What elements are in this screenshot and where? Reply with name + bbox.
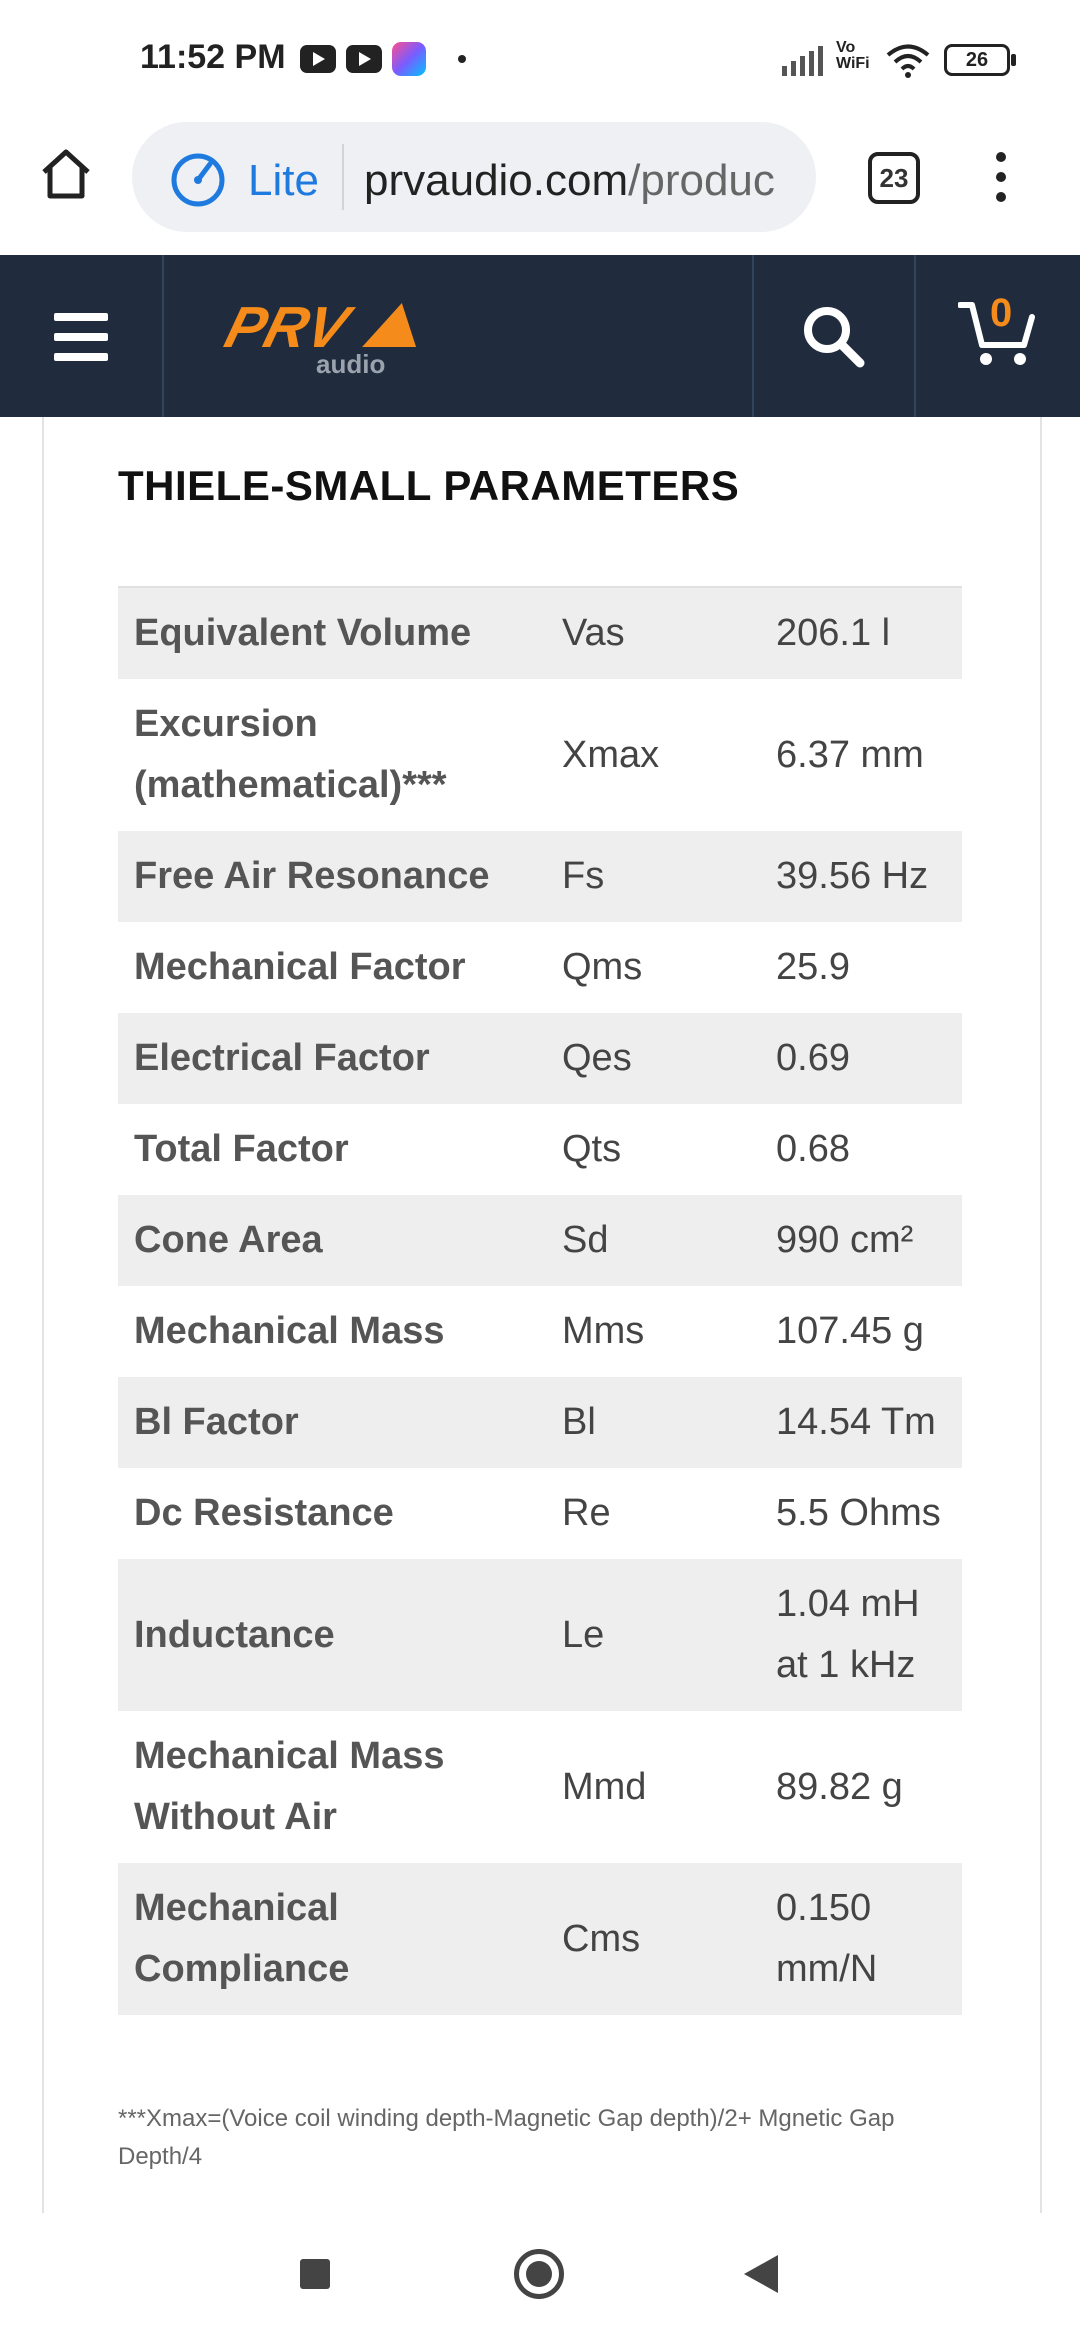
parameter-name: Mechanical Mass — [134, 1310, 445, 1352]
table-row — [118, 1013, 962, 1104]
table-row — [118, 679, 962, 831]
parameter-value: 89.82 g — [776, 1765, 903, 1808]
status-bar — [0, 0, 1080, 120]
parameter-symbol: Qms — [562, 946, 643, 988]
parameter-name: Mechanical Compliance — [118, 1863, 540, 2015]
wifi-icon — [886, 44, 930, 78]
search-icon[interactable] — [800, 303, 866, 369]
parameter-name: Excursion (mathematical)*** — [134, 703, 447, 806]
parameter-value: 107.45 g — [776, 1310, 924, 1352]
vowifi-icon: Vo WiFi — [836, 39, 870, 72]
parameter-value: 1.04 mH at 1 kHz — [758, 1559, 962, 1711]
parameter-value: 6.37 mm — [776, 733, 924, 776]
table-row — [118, 1286, 962, 1377]
site-header — [0, 255, 1080, 417]
parameter-symbol: Xmax — [562, 733, 660, 776]
parameter-value: 0.68 — [776, 1128, 850, 1170]
parameter-value: 14.54 Tm — [758, 1377, 962, 1468]
lite-mode-icon — [170, 152, 226, 208]
parameter-name: Mechanical Factor — [134, 946, 466, 988]
table-row — [118, 1468, 962, 1559]
parameter-name: Bl Factor — [118, 1377, 540, 1468]
table-row — [118, 1711, 962, 1863]
parameter-symbol: Le — [540, 1559, 758, 1711]
parameter-symbol: Bl — [540, 1377, 758, 1468]
parameter-value: 990 cm² — [758, 1195, 962, 1286]
parameter-symbol: Vas — [540, 587, 758, 679]
tab-switcher-button[interactable]: 23 — [868, 152, 920, 204]
table-row — [118, 1104, 962, 1195]
parameter-name: Electrical Factor — [118, 1013, 540, 1104]
parameter-symbol: Re — [562, 1492, 611, 1534]
parameter-symbol: Cms — [540, 1863, 758, 2015]
header-divider — [914, 255, 916, 417]
parameter-symbol: Qes — [540, 1013, 758, 1104]
parameter-name: Inductance — [118, 1559, 540, 1711]
youtube-icon — [300, 45, 336, 73]
parameter-symbol: Mms — [562, 1310, 645, 1352]
address-divider — [342, 144, 344, 210]
parameter-value: 25.9 — [776, 946, 850, 988]
parameter-name: Dc Resistance — [134, 1492, 394, 1534]
home-circle-icon[interactable] — [514, 2249, 564, 2299]
lite-mode-label: Lite — [248, 156, 319, 205]
table-row — [118, 831, 962, 922]
parameter-value: 5.5 Ohms — [776, 1492, 941, 1534]
parameter-symbol: Mmd — [562, 1765, 647, 1808]
parameter-symbol: Sd — [540, 1195, 758, 1286]
table-row — [118, 1195, 962, 1286]
back-icon[interactable] — [744, 2255, 778, 2293]
url-text[interactable]: prvaudio.com/produc — [364, 156, 775, 205]
parameter-value: 206.1 l — [758, 587, 962, 679]
table-row — [118, 1863, 962, 2015]
parameter-name: Equivalent Volume — [118, 587, 540, 679]
battery-icon: 26 — [944, 44, 1010, 76]
parameter-name: Total Factor — [134, 1128, 349, 1170]
parameter-name: Mechanical Mass Without Air — [134, 1735, 445, 1838]
notification-icons — [300, 42, 466, 76]
table-row — [118, 587, 962, 679]
cart-count-badge[interactable]: 0 — [990, 291, 1013, 335]
parameter-value: 39.56 Hz — [758, 831, 962, 922]
header-divider — [162, 255, 164, 417]
header-divider — [752, 255, 754, 417]
prv-audio-logo[interactable] — [216, 295, 476, 385]
youtube-icon — [346, 45, 382, 73]
table-row — [118, 1377, 962, 1468]
svg-text:audio: audio — [316, 349, 386, 379]
browser-menu-icon[interactable] — [996, 152, 1006, 202]
hamburger-menu-icon[interactable] — [54, 313, 108, 361]
parameter-value: 0.69 — [758, 1013, 962, 1104]
status-time: 11:52 PM — [140, 38, 286, 76]
address-bar[interactable] — [132, 122, 816, 232]
home-icon[interactable] — [38, 146, 94, 202]
parameters-table — [118, 586, 962, 2015]
parameter-symbol: Qts — [562, 1128, 622, 1170]
svg-text:PRV: PRV — [218, 295, 356, 360]
browser-toolbar — [0, 120, 1080, 255]
table-row — [118, 1559, 962, 1711]
parameter-name: Cone Area — [118, 1195, 540, 1286]
parameter-value: 0.150 mm/N — [758, 1863, 962, 2015]
parameter-name: Free Air Resonance — [118, 831, 540, 922]
recent-apps-icon[interactable] — [300, 2259, 330, 2289]
table-row — [118, 922, 962, 1013]
parameter-symbol: Fs — [540, 831, 758, 922]
section-title: THIELE-SMALL PARAMETERS — [118, 462, 740, 509]
more-notifications-dot-icon — [458, 55, 466, 63]
footnote: ***Xmax=(Voice coil winding depth-Magnetic Gap depth)/2+ Mgnetic Gap Depth/4 — [118, 2105, 895, 2170]
system-navigation-bar — [0, 2213, 1080, 2340]
app-notification-icon — [392, 42, 426, 76]
signal-icon — [782, 44, 823, 76]
